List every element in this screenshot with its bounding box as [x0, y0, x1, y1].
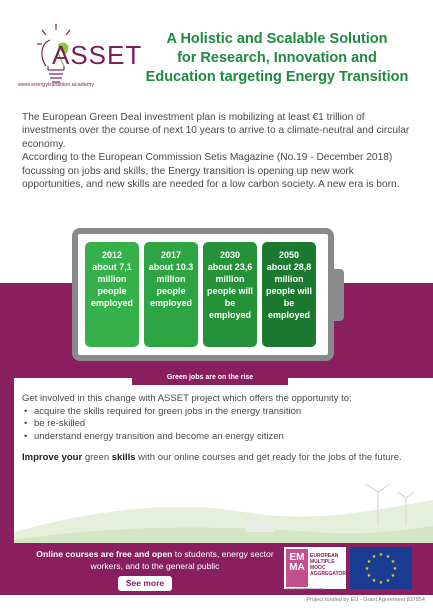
improve-mid: green — [82, 452, 112, 463]
logo-url[interactable]: www.energytransition.academy — [18, 82, 95, 88]
cell-text: people will — [265, 286, 312, 296]
eu-flag-icon — [350, 547, 412, 589]
svg-text:★: ★ — [364, 566, 370, 572]
svg-text:★: ★ — [392, 566, 398, 572]
cell-text: employed — [208, 310, 251, 320]
emma-logo-text — [310, 553, 346, 577]
cell-text: people — [97, 286, 127, 296]
svg-text:★: ★ — [390, 559, 396, 565]
battery-cell-2012 — [85, 242, 139, 347]
svg-text:★: ★ — [378, 580, 384, 586]
cell-year: 2030 — [219, 250, 241, 260]
headline-line: A Holistic and Scalable Solution — [166, 31, 388, 47]
cell-text: employed — [267, 310, 310, 320]
footer-rest: to students, energy sector workers, and to the general public — [90, 549, 274, 571]
battery-caption: Green jobs are on the rise — [132, 371, 288, 385]
funding-notice: Project funded by EU - Grant Agreement 837854 — [306, 597, 425, 603]
cell-text: people — [156, 286, 186, 296]
cell-text: million — [215, 274, 245, 284]
list-item: • acquire the skills required for green jobs in the energy transition — [22, 406, 417, 419]
emma-logo[interactable] — [284, 547, 346, 589]
intro-text — [22, 111, 414, 191]
footer-text — [20, 548, 290, 572]
get-involved-lead: Get involved in this change with ASSET project which offers the opportunity to: — [22, 393, 352, 404]
svg-text:★: ★ — [385, 554, 391, 560]
cell-text: employed — [149, 298, 192, 308]
landscape-illustration — [14, 470, 433, 543]
cell-text: be — [283, 298, 295, 308]
improve-skills-bold: skills — [111, 452, 136, 463]
cell-text: employed — [90, 298, 133, 308]
emma-logo-letters: EM MA — [286, 549, 308, 587]
improve-bold: Improve your — [22, 452, 83, 463]
emma-text-line: MULTIPLE — [310, 559, 335, 565]
list-item: • be re-skilled — [22, 418, 417, 431]
cell-text: about 23,6 — [207, 262, 253, 272]
improve-rest: with our online courses and get ready for the jobs of the future. — [135, 452, 402, 463]
cell-text: about 10.3 — [148, 262, 194, 272]
svg-text:★: ★ — [366, 559, 372, 565]
svg-text:★: ★ — [385, 578, 391, 584]
cell-text: million — [97, 274, 127, 284]
emma-text-line: EUROPEAN — [310, 553, 339, 559]
emma-text-line: AGGREGATOR — [310, 571, 346, 577]
svg-text:★: ★ — [371, 578, 377, 584]
emma-text-line: MOOC — [310, 565, 326, 571]
headline-line: for Research, Innovation and — [177, 50, 377, 66]
svg-text:★: ★ — [366, 573, 372, 579]
cell-text: million — [156, 274, 186, 284]
battery-cell-2017 — [144, 242, 198, 347]
battery-cell-2030 — [203, 242, 257, 347]
purple-side-band — [0, 283, 14, 583]
emma-url: www.europeanmoocs.eu — [286, 587, 325, 591]
headline — [132, 30, 422, 87]
intro-paragraph: The European Green Deal investment plan is mobilizing at least €1 trillion of investments over the course of next 10 years to arrive to a climate-neutral and circular economy. — [22, 112, 410, 150]
cell-text: be — [224, 298, 236, 308]
svg-text:★: ★ — [390, 573, 396, 579]
see-more-button[interactable]: See more — [118, 576, 172, 591]
cell-year: 2012 — [101, 250, 123, 260]
cell-year: 2050 — [278, 250, 300, 260]
svg-text:★: ★ — [378, 552, 384, 558]
cell-year: 2017 — [160, 250, 182, 260]
intro-paragraph: According to the European Commission Setis Magazine (No.19 - December 2018) focussing on jobs and skills, the Energy transition is opening up new work opportunities, and new skills are needed for a low carbon society. A new era is born. — [22, 152, 400, 191]
cell-text: about 7,1 — [92, 262, 132, 272]
list-item: • understand energy transition and become an energy citizen — [22, 431, 417, 444]
battery-cell-2050 — [262, 242, 316, 347]
battery-graphic — [72, 228, 334, 361]
cell-text: people will — [206, 286, 253, 296]
cell-text: about 28,8 — [266, 262, 312, 272]
svg-text:★: ★ — [371, 554, 377, 560]
battery-terminal — [334, 269, 344, 321]
opportunity-list — [22, 406, 417, 444]
headline-line: Education targeting Energy Transition — [145, 69, 409, 85]
get-involved-section — [22, 393, 417, 443]
logo-wordmark: ASSET — [52, 40, 143, 70]
cell-text: million — [274, 274, 304, 284]
improve-skills-text — [22, 452, 417, 465]
footer-bold: Online courses are free and open — [36, 549, 173, 559]
